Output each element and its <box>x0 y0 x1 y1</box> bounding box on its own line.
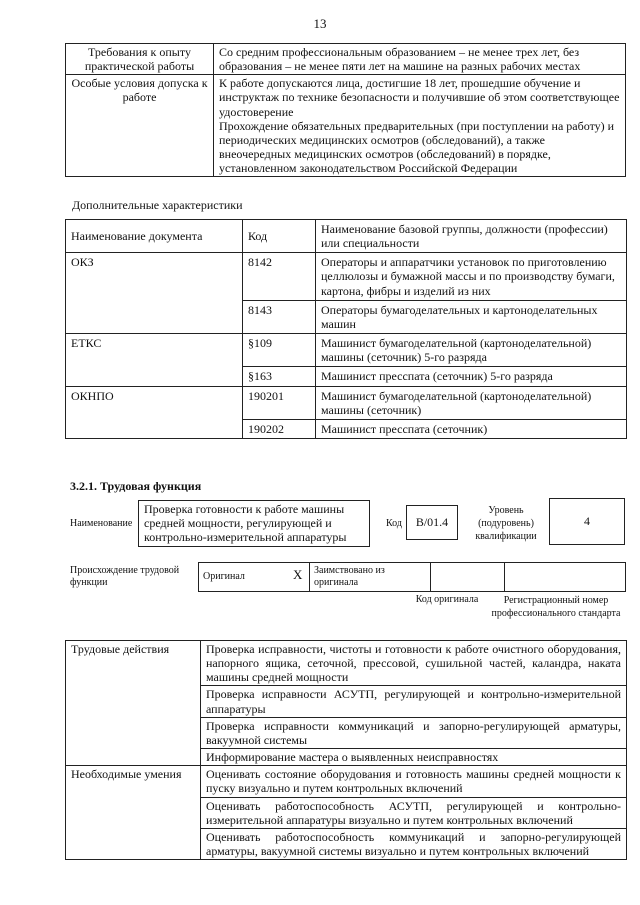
table-header-row <box>66 220 627 253</box>
column-header: Код <box>243 220 316 253</box>
code-cell: §163 <box>243 367 316 386</box>
code-cell: 190202 <box>243 419 316 438</box>
table-row <box>199 563 626 592</box>
row-value <box>214 75 626 177</box>
requirements-table <box>65 43 626 177</box>
function-code-box: B/01.4 <box>406 505 458 540</box>
code-original-caption: Код оригинала <box>415 594 479 605</box>
original-cell: Оригинал <box>199 563 290 592</box>
action-item: Информирование мастера о выявленных неисправностях <box>201 749 627 766</box>
origin-label: Происхождение трудовой функции <box>70 565 180 588</box>
table-row <box>66 766 627 797</box>
reg-number-cell <box>505 563 626 592</box>
row-value-paragraph: К работе допускаются лица, достигшие 18 лет, прошедшие обучение и инструктаж по технике безопасности и получившие об этом соответствующее удостоверение <box>219 76 620 119</box>
row-value: Со средним профессиональным образованием – не менее трех лет, без образования – не менее пяти лет на машине на разных рабочих местах <box>214 44 626 75</box>
actions-label: Трудовые действия <box>66 641 201 766</box>
doc-cell: ОКЗ <box>66 253 243 334</box>
borrowed-cell: Заимствовано из оригинала <box>310 563 431 592</box>
qualification-level-label: Уровень (подуровень) квалификации <box>475 505 537 542</box>
doc-cell: ОКНПО <box>66 386 243 438</box>
table-row <box>66 253 627 300</box>
column-header: Наименование документа <box>66 220 243 253</box>
name-cell: Машинист бумагоделательной (картоноделательной) машины (сеточник) 5-го разряда <box>316 334 627 367</box>
code-cell: 8143 <box>243 300 316 333</box>
row-label: Требования к опыту практической работы <box>66 44 214 75</box>
function-name-label: Наименование <box>70 518 133 529</box>
additional-characteristics-table <box>65 219 627 439</box>
table-row <box>66 386 627 419</box>
function-code-label: Код <box>386 518 402 529</box>
doc-cell: ЕТКС <box>66 334 243 386</box>
reg-number-caption: Регистрационный номер профессионального стандарта <box>491 595 621 619</box>
code-cell: 8142 <box>243 253 316 300</box>
column-header: Наименование базовой группы, должности (профессии) или специальности <box>316 220 627 253</box>
section-caption: Дополнительные характеристики <box>72 198 243 212</box>
original-mark: X <box>289 563 310 592</box>
name-cell: Операторы бумагоделательных и картоноделательных машин <box>316 300 627 333</box>
action-item: Проверка исправности коммуникаций и запорно-регулирующей арматуры, вакуумной системы <box>201 717 627 748</box>
page-number: 13 <box>313 16 327 31</box>
code-cell: 190201 <box>243 386 316 419</box>
skill-item: Оценивать работоспособность коммуникаций и запорно-регулирующей арматуры, вакуумной системы визуально и путем контрольных включений <box>201 828 627 859</box>
table-row <box>66 44 626 75</box>
function-name-box: Проверка готовности к работе машины средней мощности, регулирующей и контрольно-измерительной аппаратуры <box>138 500 370 547</box>
action-item: Проверка исправности, чистоты и готовности к работе очистного оборудования, напорного ящика, сеточной, прессовой, сушильной частей, каландра, наката машины средней мощности <box>201 641 627 686</box>
function-details-table <box>65 640 627 860</box>
action-item: Проверка исправности АСУТП, регулирующей и контрольно-измерительной аппаратуры <box>201 686 627 717</box>
code-original-cell <box>431 563 505 592</box>
table-row <box>66 334 627 367</box>
skill-item: Оценивать работоспособность АСУТП, регулирующей и контрольно-измерительной аппаратуры визуально и путем контрольных включений <box>201 797 627 828</box>
skill-item: Оценивать состояние оборудования и готовность машины средней мощности к пуску визуально и путем контрольных включений <box>201 766 627 797</box>
function-title: 3.2.1. Трудовая функция <box>70 479 202 493</box>
name-cell: Машинист бумагоделательной (картоноделательной) машины (сеточник) <box>316 386 627 419</box>
qualification-level-box: 4 <box>549 498 625 545</box>
table-row <box>66 75 626 177</box>
code-cell: §109 <box>243 334 316 367</box>
name-cell: Машинист пресспата (сеточник) <box>316 419 627 438</box>
name-cell: Операторы и аппаратчики установок по приготовлению целлюлозы и бумажной массы и по производству бумаги, картона, фибры и изделий из них <box>316 253 627 300</box>
row-value-paragraph: Прохождение обязательных предварительных (при поступлении на работу) и периодических медицинских осмотров (обследований), а также внеочередных медицинских осмотров (обследований) в порядке, установленном законодательством Российской Федерации <box>219 118 615 176</box>
name-cell: Машинист пресспата (сеточник) 5-го разряда <box>316 367 627 386</box>
skills-label: Необходимые умения <box>66 766 201 860</box>
origin-table <box>198 562 626 592</box>
table-row <box>66 641 627 686</box>
row-label: Особые условия допуска к работе <box>66 75 214 177</box>
